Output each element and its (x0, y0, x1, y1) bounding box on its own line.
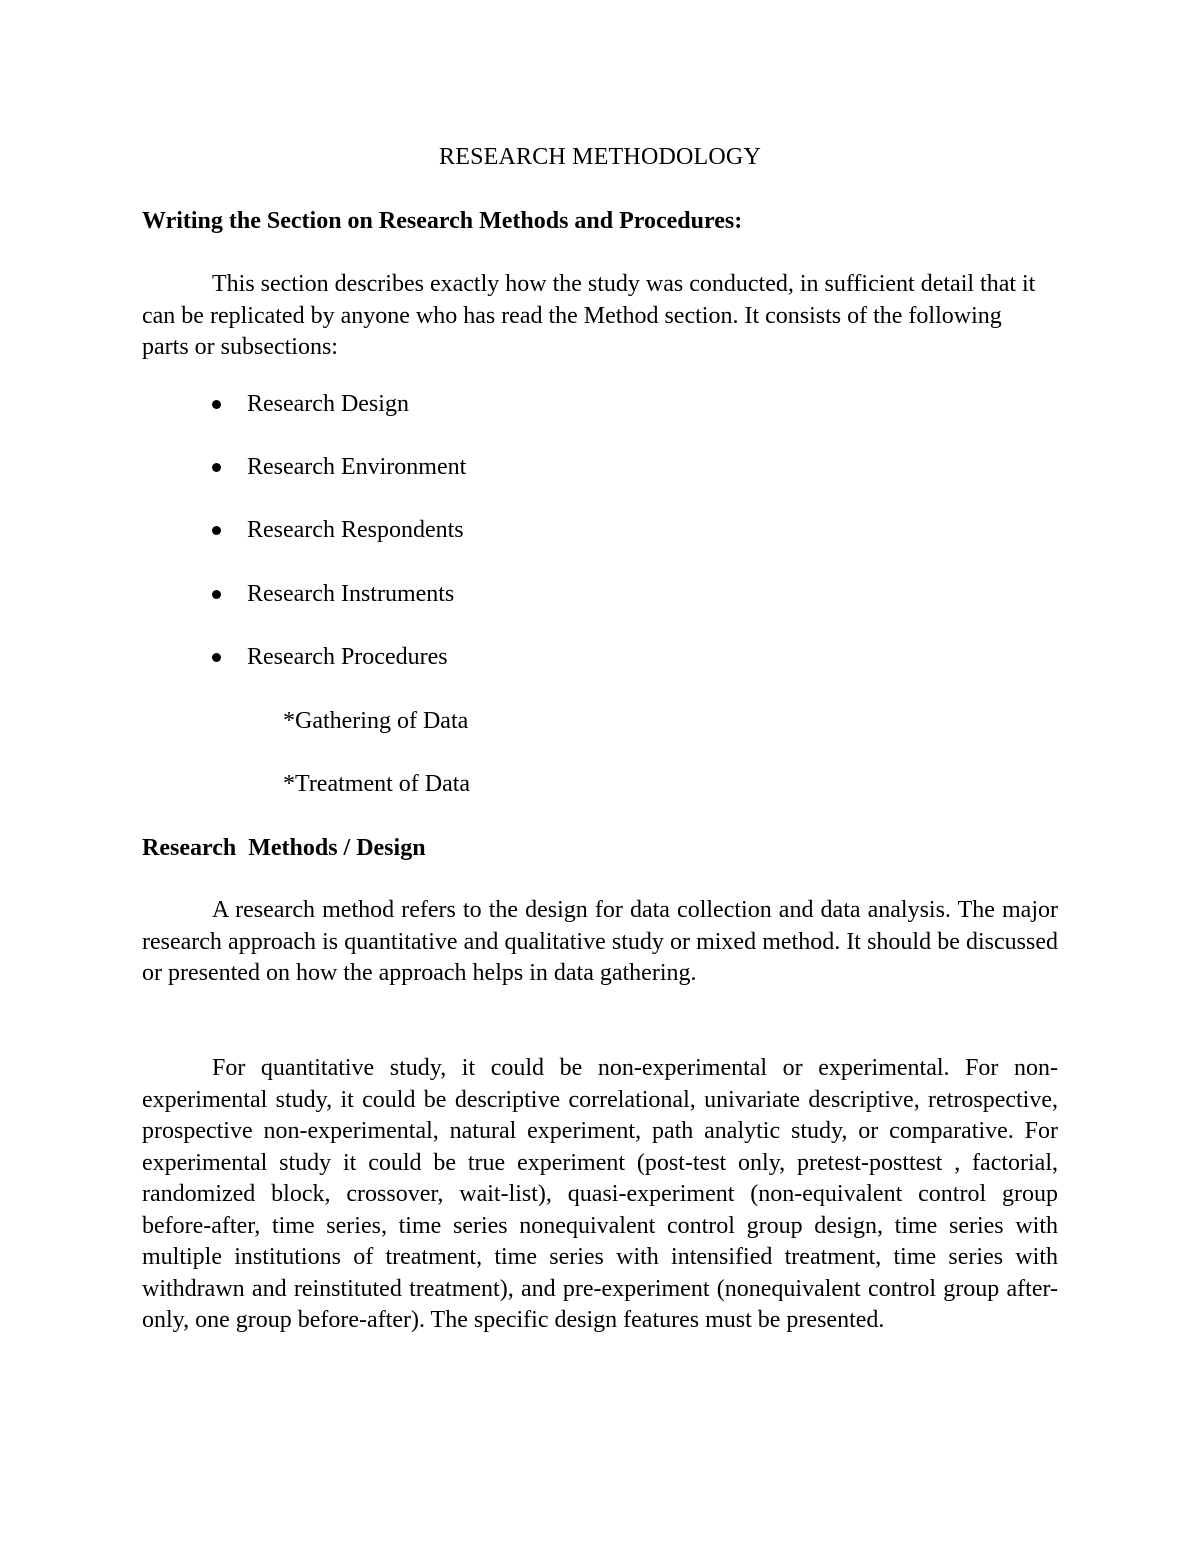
list-item (142, 641, 466, 704)
subitem-treatment-of-data: *Treatment of Data (283, 771, 471, 797)
bullet-icon (212, 590, 221, 599)
list-item (142, 388, 466, 451)
bullet-icon (212, 526, 221, 535)
list-item-label: Research Design (247, 391, 409, 417)
list-item (142, 578, 466, 641)
bullet-icon (212, 653, 221, 662)
list-item-label: Research Environment (247, 454, 467, 481)
quantitative-study-paragraph: For quantitative study, it could be non-experimental or experimental. For non-experimental study, it could be descriptive correlational, univariate descriptive, retrospective, prospective non-experimental, natural experiment, path analytic study, or comparative. For experimental study it could be true experiment (post-test only, pretest-posttest , factorial, randomized block, crossover, wait-list), quasi-experiment (non-equivalent control group before-after, time series, time series nonequivalent control group design, time series with multiple institutions of treatment, time series with intensified treatment, time series with withdrawn and reinstituted treatment), and pre-experiment (nonequivalent control group after-only, one group before-after). The specific design features must be presented. (142, 1055, 1058, 1333)
list-item (142, 451, 466, 514)
list-item (142, 514, 466, 577)
bullet-icon (212, 400, 221, 409)
list-item-label: Research Instruments (247, 580, 455, 607)
intro-paragraph: This section describes exactly how the study was conducted, in sufficient detail that it can be replicated by anyone who has read the Method section. It consists of the following parts or subsections: (142, 271, 1036, 360)
subitem-gathering-of-data: *Gathering of Data (283, 708, 469, 734)
list-item-label: Research Respondents (247, 517, 464, 544)
section-heading-research-design: Research Methods / Design (142, 835, 426, 861)
subsection-list (142, 388, 466, 704)
bullet-icon (212, 463, 221, 472)
list-item-label: Research Procedures (247, 643, 448, 670)
research-method-paragraph: A research method refers to the design for data collection and data analysis. The major research approach is quantitative and qualitative study or mixed method. It should be discussed or presented on how the approach helps in data gathering. (142, 897, 1058, 986)
section-heading-writing-methods: Writing the Section on Research Methods and Procedures: (142, 208, 743, 234)
page-title: RESEARCH METHODOLOGY (439, 144, 761, 170)
